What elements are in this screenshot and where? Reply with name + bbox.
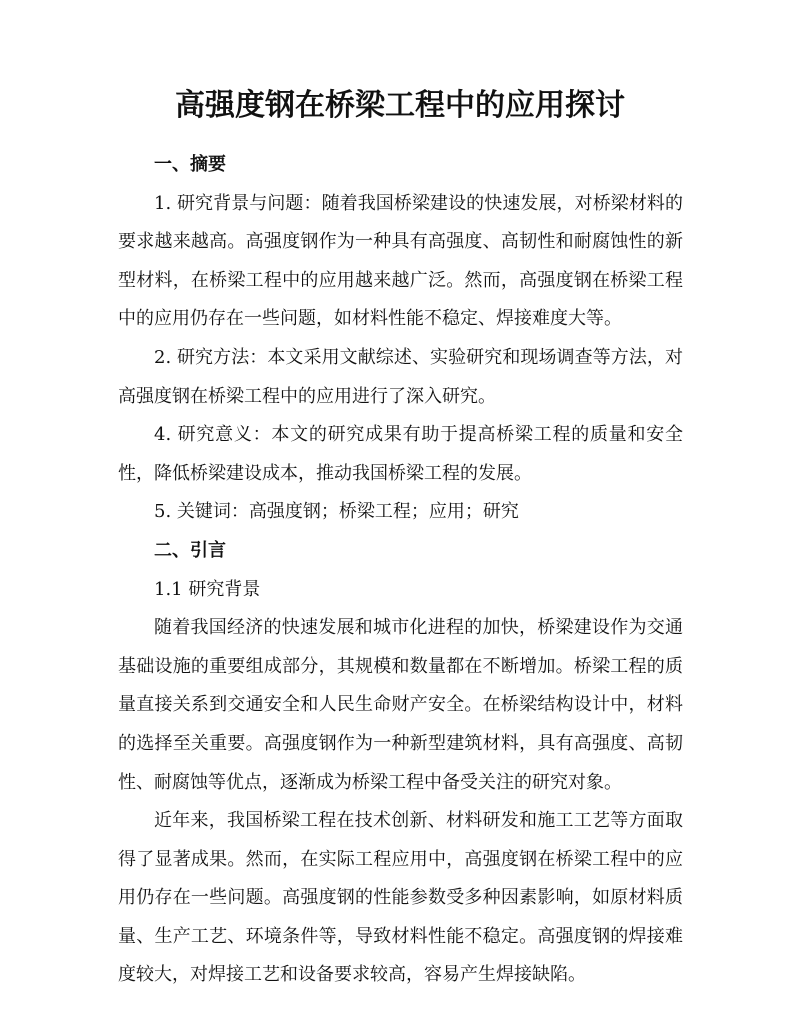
document-title: 高强度钢在桥梁工程中的应用探讨 [175, 88, 625, 123]
abstract-paragraph-method: 2. 研究方法：本文采用文献综述、实验研究和现场调查等方法，对高强度钢在桥梁工程中的应用进行了深入研究。 [118, 346, 683, 407]
section-heading-introduction: 二、引言 [154, 539, 226, 561]
abstract-paragraph-significance: 4. 研究意义：本文的研究成果有助于提高桥梁工程的质量和安全性，降低桥梁建设成本，推动我国桥梁工程的发展。 [118, 424, 683, 484]
abstract-paragraph-keywords: 5. 关键词：高强度钢；桥梁工程；应用；研究 [154, 501, 519, 523]
document-body [118, 146, 683, 995]
intro-paragraph-2: 近年来，我国桥梁工程在技术创新、材料研发和施工工艺等方面取得了显著成果。然而，在实际工程应用中，高强度钢在桥梁工程中的应用仍存在一些问题。高强度钢的性能参数受多种因素影响，如原材料质量、生产工艺、环境条件等，导致材料性能不稳定。高强度钢的焊接难度较大，对焊接工艺和设备要求较高，容易产生焊接缺陷。 [118, 810, 683, 986]
subsection-heading-background: 1.1 研究背景 [154, 578, 261, 600]
intro-paragraph-1: 随着我国经济的快速发展和城市化进程的加快，桥梁建设作为交通基础设施的重要组成部分，其规模和数量都在不断增加。桥梁工程的质量直接关系到交通安全和人民生命财产安全。在桥梁结构设计中，材料的选择至关重要。高强度钢作为一种新型建筑材料，具有高强度、高韧性、耐腐蚀等优点，逐渐成为桥梁工程中备受关注的研究对象。 [118, 617, 683, 793]
abstract-paragraph-background: 1. 研究背景与问题：随着我国桥梁建设的快速发展，对桥梁材料的要求越来越高。高强度钢作为一种具有高强度、高韧性和耐腐蚀性的新型材料，在桥梁工程中的应用越来越广泛。然而，高强度钢在桥梁工程中的应用仍存在一些问题，如材料性能不稳定、焊接难度大等。 [118, 192, 683, 330]
section-heading-abstract: 一、摘要 [154, 154, 226, 175]
